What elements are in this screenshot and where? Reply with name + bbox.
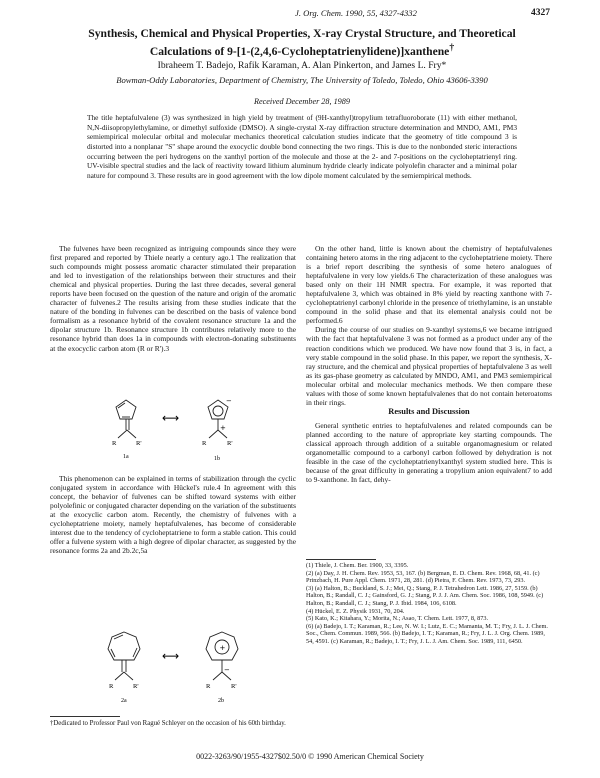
right-paragraph-1: On the other hand, little is known about the chemistry of heptafulvalenes containing hetero atoms in the ring adjacent to the cycloheptatriene moiety. There is a brief report describing the synthesis of some hetero analogues of heptafulvalene in very low yields.6 The characterization of these analogues was based only on their 1H NMR spectra. For example, it was reported that heptafulvalene 3, which was obtained in 8% yield by reacting xanthone with 7-cycloheptatrienyl carbonyl chloride in the presence of triethylamine, is an unstable compound in the solid phase and that its elemental analysis could not be performed.6	[306, 244, 552, 326]
left-column-top	[50, 244, 296, 353]
section-heading: Results and Discussion	[388, 407, 470, 416]
label-2a: 2a	[121, 698, 127, 704]
right-column-top	[306, 244, 552, 407]
label-1b: 1b	[214, 456, 220, 462]
r-label-1b: R	[202, 440, 207, 447]
running-header	[0, 8, 600, 22]
r-label-2a: R	[109, 683, 114, 690]
r-prime-label-2a: R'	[133, 683, 139, 690]
journal-citation: J. Org. Chem. 1990, 55, 4327-4332	[295, 8, 417, 18]
minus-charge-1b: −	[226, 397, 232, 405]
author-list: Ibraheem T. Badejo, Rafik Karaman, A. Alan Pinkerton, and James L. Fry*	[157, 60, 447, 71]
reference-item: (5) Kato, K.; Kitahara, Y.; Morita, N.; Asao, T. Chem. Lett. 1977, 8, 873.	[306, 615, 489, 623]
reference-item: (4) Hückel, E. Z. Physik 1931, 70, 204.	[306, 607, 405, 615]
structure-2b	[206, 632, 238, 680]
r-prime-label-1b: R'	[227, 440, 233, 447]
reference-item: (6) (a) Badejo, I. T.; Karaman, R.; Lee, N. W. I.; Lutz, E. C.; Mamanta, M. T.; Fry, J. L. J. Chem. Soc., Chem. Commun. 1989, 566. (b) Badejo, I. T.; Karaman, R.; Fry, J. L. J. Org. Chem. 1989, 54, 4591. (c) Karaman, R.; Badejo, I. T.; Fry, J. L. J. Am. Chem. Soc. 1989, 111, 6450.	[306, 622, 548, 645]
structure-1a	[116, 400, 136, 438]
received-date: Received December 28, 1989	[254, 97, 350, 106]
reference-list	[306, 562, 552, 646]
reference-item: (1) Thiele, J. Chem. Ber. 1900, 33, 3395.	[306, 562, 409, 569]
plus-charge-2b: +	[219, 644, 226, 652]
heptafulvalene-resonance-scheme	[90, 628, 260, 708]
r-label-1a: R	[112, 440, 117, 447]
intro-paragraph-1: The fulvenes have been recognized as intriguing compounds since they were first prepared and reported by Thiele nearly a century ago.1 The realization that such compounds might possess aromatic character stimulated their preparation and led to investigation of the relationships between their structures and their chemical and physical properties. During the last three decades, several general reports have been focused on the question of the nature and origin of the aromatic character of fulvenes.2 The results arising from these studies indicate that the nature of the bonding in fulvenes can be described on the basis of valence bond formalism as a resonance hybrid of the covalent resonance structure 1a and the dipolar structure 1b. Resonance structure 1b contributes relatively more to the resonance hybrid than does 1a in compounds with electron-donating substituents at the exocyclic carbon atom (R or R').3	[50, 244, 296, 353]
copyright-footer: 0022-3263/90/1955-4327$02.50/0 © 1990 American Chemical Society	[196, 752, 424, 761]
affiliation: Bowman-Oddy Laboratories, Department of Chemistry, The University of Toledo, Toledo, Ohio 43606-3390	[116, 75, 488, 85]
article-title-text: Synthesis, Chemical and Physical Properties, X-ray Crystal Structure, and Theoretical Calculations of 9-[1-(2,4,6-Cycloheptatrienylidene)]xanthene	[88, 27, 516, 58]
references-rule	[306, 559, 376, 560]
structure-1b	[208, 400, 228, 438]
fulvene-resonance-scheme	[96, 394, 256, 466]
right-column-bottom	[306, 421, 552, 484]
abstract: The title heptafulvalene (3) was synthesized in high yield by treatment of (9H-xanthyl)tropylium tetrafluoroborate (11) with either methanol, N,N-diisopropylethylamine, or dimethyl sulfoxide (DMSO). A single-crystal X-ray diffraction structure determination and MNDO, AM1, PM3 semiempirical molecular orbital and molecular mechanics theoretical calculation studies indicate that the geometry of title compound 3 is distorted into a nonplanar "S" shape around the exocyclic double bond connecting the two rings. This is due to the nonbonded steric interactions occurring between the peri hydrogens on the xanthyl portion of the molecule and those at the 2- and 7-positions on the cycloheptatrienyl ring. UV-visible spectral studies and the lack of reactivity toward lithium aluminum hydride clearly indicate polyolefin character and a minimal polar nature for compound 3. These results are in good agreement with the low dipole moment calculated by the semiempirical methods.	[87, 113, 517, 180]
title-dagger: †	[449, 42, 455, 53]
minus-charge-2b: −	[224, 666, 230, 674]
reference-item: (3) (a) Halton, B.; Buckland, S. J.; Mei, Q.; Stang, P. J. Tetrahedron Lett. 1986, 27, 5159. (b) Halton, B.; Randall, C. J.; Gainsford, G. J.; Stang, P. J. J. Am. Chem. Soc. 1986, 108, 5949. (c) Halton, B.; Randall, C. J.; Stang, P. J. Ibid. 1984, 106, 6108.	[306, 584, 544, 607]
r-label-2b: R	[206, 683, 211, 690]
footnote-rule	[50, 716, 120, 717]
resonance-arrow-1: ⟷	[162, 411, 180, 425]
resonance-arrow-2: ⟷	[162, 649, 180, 663]
article-title	[82, 27, 522, 59]
heptafulvalene-scheme-drawing	[90, 628, 260, 708]
label-2b: 2b	[218, 698, 224, 704]
plus-charge-1b: +	[220, 424, 226, 432]
reference-item: (2) (a) Day, J. H. Chem. Rev. 1953, 53, 167. (b) Bergman, E. D. Chem. Rev. 1968, 68, 41. (c) Prinzbach, H. Pure Appl. Chem. 1971, 28, 281. (d) Pietra, F. Chem. Rev. 1973, 73, 293.	[306, 569, 540, 585]
right-paragraph-2: During the course of our studies on 9-xanthyl systems,6 we became intrigued with the fact that heptafulvalene 3 was not formed as a product under any of the reaction conditions which we produced. We have now found that 3 is, in fact, a very stable compound in the solid phase. In this paper, we report the synthesis, X-ray structure, and the chemical and physical properties of heptafulvalene 3 as well as its gas-phase geometry as calculated by MNDO, AM1, and PM3 semiempirical molecular orbital and molecular mechanics methods. We then compare these values with those of some known heptafulvalenes that do not contain heteroatoms in their rings.	[306, 325, 552, 407]
dedication-footnote: †Dedicated to Professor Paul von Ragué Schleyer on the occasion of his 60th birthday.	[50, 720, 286, 727]
intro-paragraph-2: This phenomenon can be explained in terms of stabilization through the cyclic conjugated system in accordance with Hückel's rule.4 In agreement with this concept, the behavior of fulvenes can be shifted toward systems with either polyolefinic or conjugated character depending on the variation of the substituents at the exocyclic carbon atom. Recently, the chemistry of fulvenes with a cycloheptatriene moiety, namely heptafulvalenes, has become of considerable interest due to the tendency of cycloheptatriene to form a stable cation. This could offer a fulvene system with a high degree of dipolar character, as suggested by the resonance forms 2a and 2b.2c,5a	[50, 474, 296, 556]
structure-2a	[108, 632, 140, 680]
r-prime-label-2b: R'	[231, 683, 237, 690]
page-number: 4327	[531, 8, 550, 18]
left-column-bottom	[50, 474, 296, 555]
results-paragraph-1: General synthetic entries to heptafulvalenes and related compounds can be planned according to the nature of appropriate key starting compounds. The classical approach through addition of a suitable organomagnesium or related organometallic compound to a carbonyl carbon followed by dehydration is not feasible in the case of the cycloheptatrienylxanthyl system studied here. This is because of the great difficulty in generating a tropylium anion equivalent7 to add to 9-xanthone. In fact, dehy-	[306, 421, 552, 485]
fulvene-scheme-drawing	[96, 394, 256, 466]
label-1a: 1a	[123, 454, 129, 460]
r-prime-label-1a: R'	[136, 440, 142, 447]
